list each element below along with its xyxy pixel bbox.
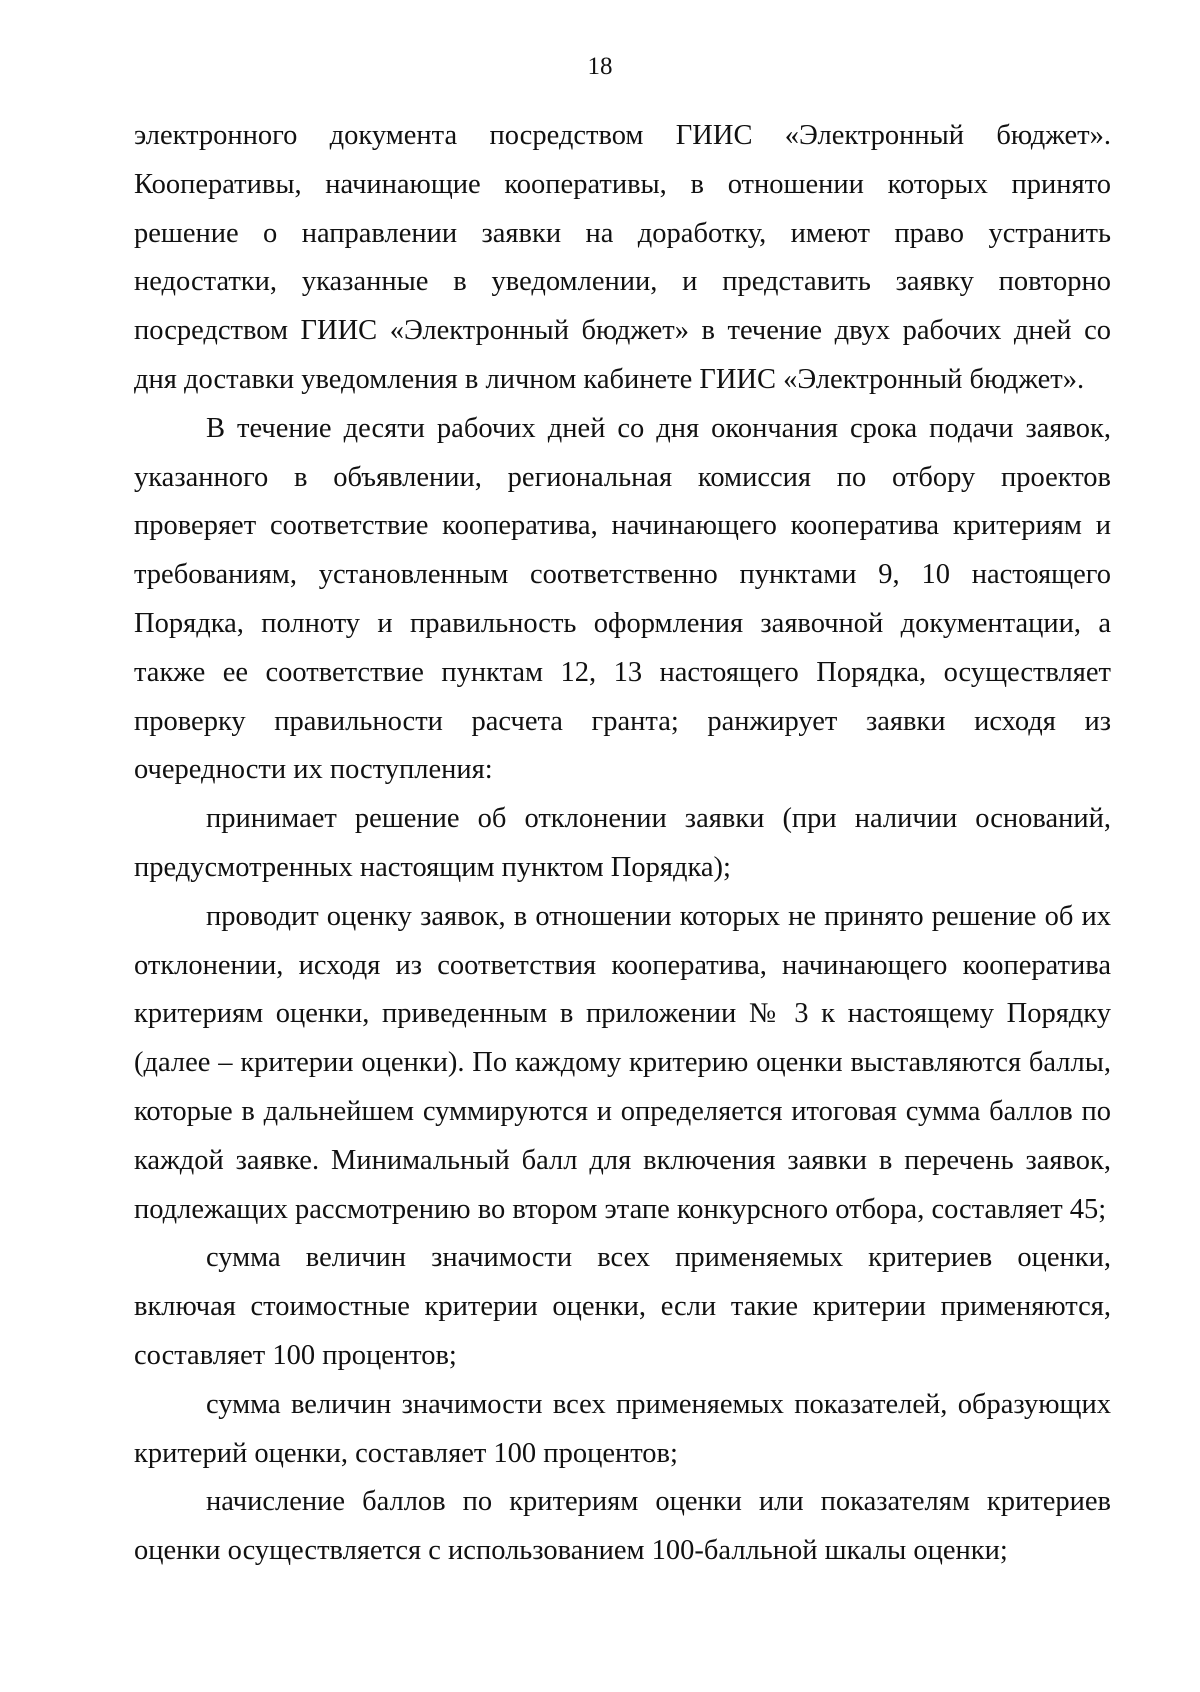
text-line: подлежащих рассмотрению во втором этапе конкурсного отбора, составляет 45;: [134, 1193, 1107, 1225]
text-line: также ее соответствие пунктам 12, 13 настоящего Порядка, осуществляет: [134, 656, 1111, 688]
text-line: оценки осуществляется с использованием 100-балльной шкалы оценки;: [134, 1535, 1008, 1567]
text-line: принимает решение об отклонении заявки (при наличии оснований,: [206, 803, 1111, 835]
text-line: проверяет соответствие кооператива, начинающего кооператива критериям и: [134, 510, 1111, 542]
text-line: составляет 100 процентов;: [134, 1339, 457, 1371]
text-line: Кооперативы, начинающие кооперативы, в отношении которых принято: [134, 168, 1111, 200]
text-line: которые в дальнейшем суммируются и определяется итоговая сумма баллов по: [134, 1095, 1111, 1127]
text-line: требованиям, установленным соответственно пунктами 9, 10 настоящего: [134, 559, 1111, 591]
text-line: недостатки, указанные в уведомлении, и представить заявку повторно: [134, 266, 1111, 298]
text-line: критериям оценки, приведенным в приложении № 3 к настоящему Порядку: [134, 998, 1111, 1030]
text-line: В течение десяти рабочих дней со дня окончания срока подачи заявок,: [206, 412, 1111, 444]
paragraph: [134, 405, 1111, 795]
text-line: критерий оценки, составляет 100 процентов;: [134, 1437, 678, 1469]
paragraph: [134, 893, 1111, 1235]
text-line: отклонении, исходя из соответствия кооператива, начинающего кооператива: [134, 949, 1111, 981]
text-line: Порядка, полноту и правильность оформления заявочной документации, а: [134, 607, 1111, 639]
text-line: каждой заявке. Минимальный балл для включения заявки в перечень заявок,: [134, 1144, 1111, 1176]
text-line: сумма величин значимости всех применяемых критериев оценки,: [206, 1242, 1111, 1274]
text-line: решение о направлении заявки на доработку, имеют право устранить: [134, 217, 1111, 249]
text-line: включая стоимостные критерии оценки, если такие критерии применяются,: [134, 1291, 1111, 1323]
text-line: (далее – критерии оценки). По каждому критерию оценки выставляются баллы,: [134, 1047, 1111, 1079]
text-line: электронного документа посредством ГИИС «Электронный бюджет».: [134, 120, 1111, 151]
text-line: проверку правильности расчета гранта; ранжирует заявки исходя из: [134, 705, 1111, 737]
paragraph: [134, 1234, 1111, 1380]
page-number: 18: [587, 53, 613, 80]
paragraph: [134, 795, 1111, 893]
document-body: [134, 112, 1111, 1576]
text-line: проводит оценку заявок, в отношении которых не принято решение об их: [206, 900, 1111, 932]
text-line: указанного в объявлении, региональная комиссия по отбору проектов: [134, 461, 1111, 493]
text-line: сумма величин значимости всех применяемых показателей, образующих: [206, 1388, 1111, 1420]
text-line: начисление баллов по критериям оценки или показателям критериев: [206, 1486, 1111, 1518]
paragraph: [134, 1478, 1111, 1576]
text-line: очередности их поступления:: [134, 754, 493, 786]
text-line: предусмотренных настоящим пунктом Порядка);: [134, 851, 731, 883]
text-line: посредством ГИИС «Электронный бюджет» в течение двух рабочих дней со: [134, 315, 1111, 347]
paragraph: [134, 1381, 1111, 1479]
paragraph: [134, 112, 1111, 405]
text-line: дня доставки уведомления в личном кабинете ГИИС «Электронный бюджет».: [134, 363, 1085, 395]
